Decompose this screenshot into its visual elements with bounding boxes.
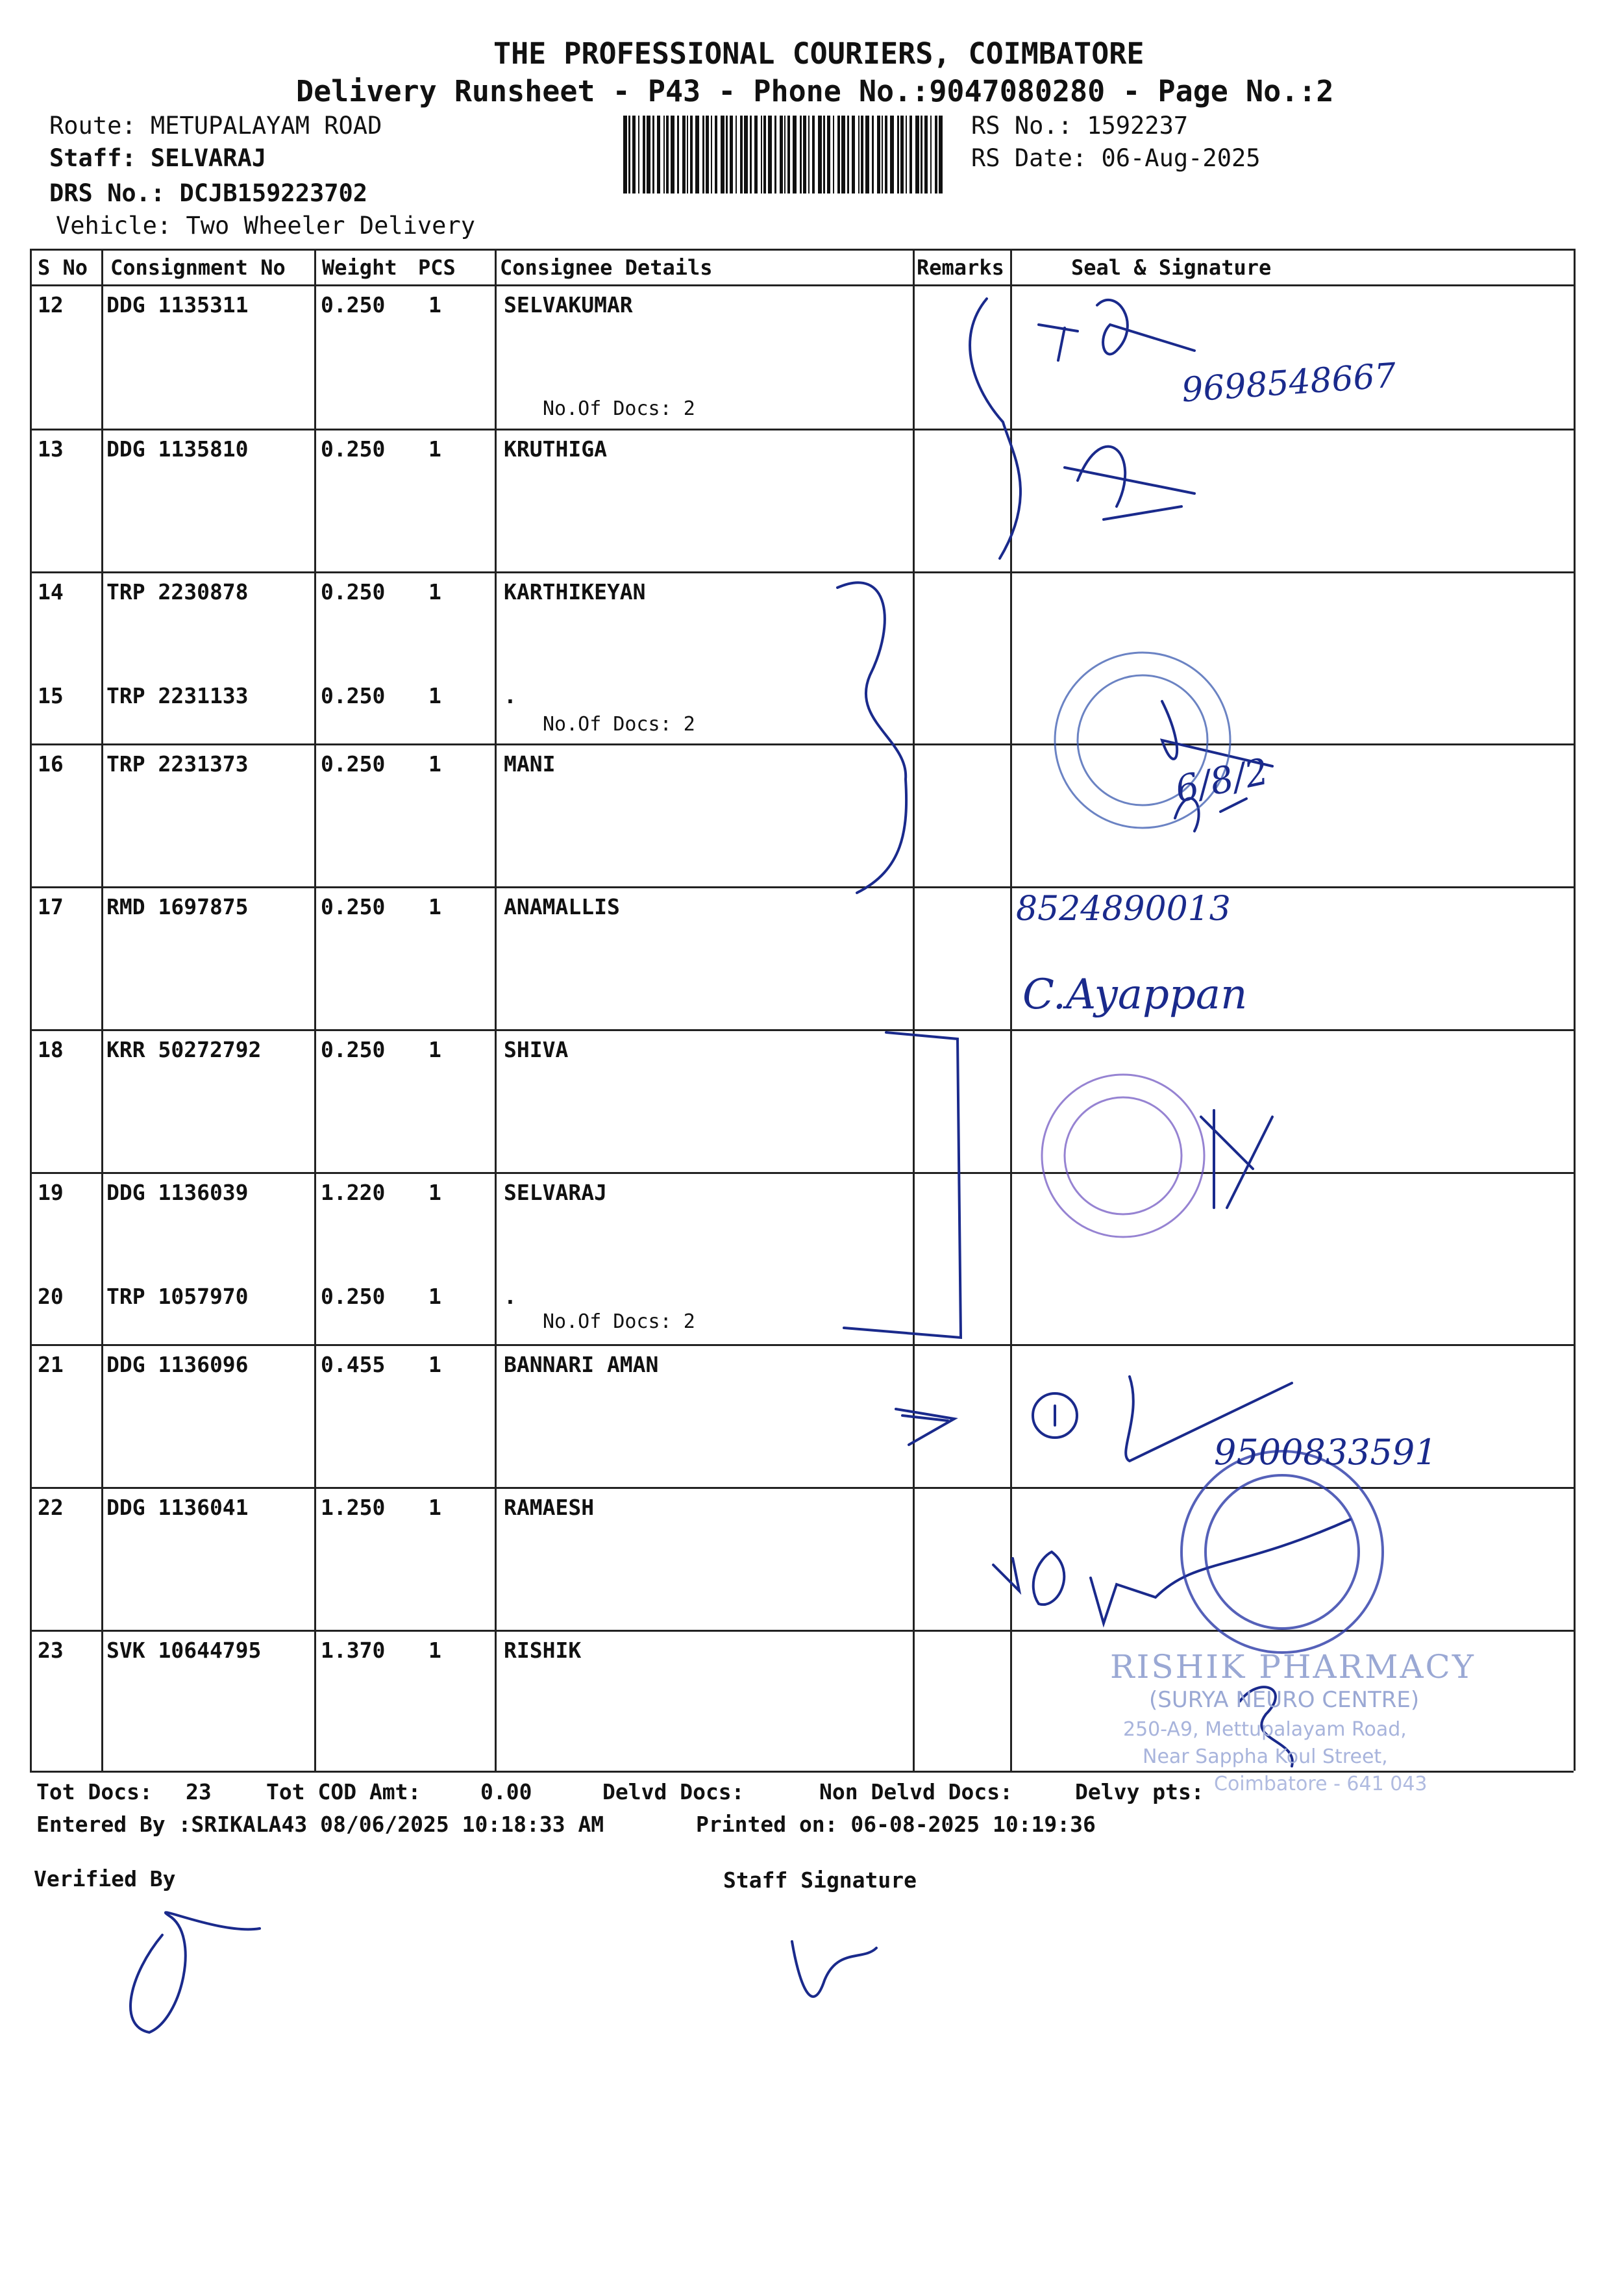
tot-cod-label: Tot COD Amt: [266, 1779, 421, 1804]
column-divider [495, 249, 497, 1771]
barcode-bar [761, 116, 762, 193]
cell-consignee: SHIVA [504, 1037, 569, 1062]
table-bottom-border [30, 1771, 1574, 1773]
cell-consignment: DDG 1135810 [106, 436, 249, 462]
barcode-bar [780, 116, 783, 193]
signature-row22a [993, 1552, 1064, 1604]
cell-consignee: MANI [504, 751, 556, 777]
barcode-bar [754, 116, 758, 193]
row-divider [30, 1172, 1574, 1174]
row-divider [30, 886, 1574, 888]
barcode-bar [808, 116, 810, 193]
cell-pcs: 1 [428, 436, 441, 462]
barcode-bar [638, 116, 639, 193]
barcode-bar [872, 116, 874, 193]
cell-pcs: 1 [428, 1352, 441, 1377]
verified-by-label: Verified By [34, 1866, 176, 1891]
cell-sno: 16 [38, 751, 64, 777]
staff-signature-mark [792, 1941, 876, 1997]
cell-consignment: DDG 1135311 [106, 292, 249, 318]
cell-weight: 1.370 [321, 1638, 386, 1663]
barcode-bar [930, 116, 932, 193]
barcode-bar [726, 116, 728, 193]
barcode-bar [877, 116, 880, 193]
row-divider [30, 743, 1574, 745]
barcode-bar [628, 116, 630, 193]
bracket-mark-2 [837, 582, 906, 893]
cell-consignee: . [504, 1284, 517, 1309]
arrow-icon [896, 1409, 954, 1445]
cell-sno: 14 [38, 579, 64, 605]
cell-consignee: RAMAESH [504, 1495, 595, 1520]
cell-pcs: 1 [428, 683, 441, 708]
barcode-bar [682, 116, 686, 193]
cell-sno: 19 [38, 1180, 64, 1205]
barcode-bar [939, 116, 943, 193]
cell-sno: 20 [38, 1284, 64, 1309]
tot-docs-value: 23 [186, 1779, 212, 1804]
cell-weight: 0.250 [321, 894, 386, 919]
barcode-bar [687, 116, 688, 193]
staff-signature-label: Staff Signature [723, 1867, 917, 1893]
barcode-bar [897, 116, 899, 193]
column-divider [314, 249, 316, 1771]
barcode-bar [721, 116, 724, 193]
cell-pcs: 1 [428, 1284, 441, 1309]
cell-sno: 22 [38, 1495, 64, 1520]
column-divider [30, 249, 32, 1771]
cell-pcs: 1 [428, 1180, 441, 1205]
drs-number: DRS No.: DCJB159223702 [49, 179, 368, 207]
cell-sno: 17 [38, 894, 64, 919]
tot-docs-label: Tot Docs: [36, 1779, 153, 1804]
barcode-bar [921, 116, 922, 193]
cell-docs-count: No.Of Docs: 2 [543, 1310, 695, 1333]
barcode-bar [711, 116, 712, 193]
cell-docs-count: No.Of Docs: 2 [543, 713, 695, 736]
barcode-bar [690, 116, 693, 193]
barcode [623, 116, 945, 193]
cell-pcs: 1 [428, 1638, 441, 1663]
cell-weight: 0.455 [321, 1352, 386, 1377]
cell-sno: 18 [38, 1037, 64, 1062]
cell-sno: 13 [38, 436, 64, 462]
barcode-bar [787, 116, 790, 193]
cell-consignment: SVK 10644795 [106, 1638, 262, 1663]
barcode-bar [652, 116, 654, 193]
bracket-mark-3 [844, 1032, 961, 1338]
col-pcs: PCS [418, 255, 456, 280]
col-weight: Weight [322, 255, 397, 280]
cell-consignment: DDG 1136096 [106, 1352, 249, 1377]
barcode-bar [671, 116, 674, 193]
barcode-bar [774, 116, 776, 193]
col-remarks: Remarks [917, 255, 1004, 280]
barcode-bar [666, 116, 669, 193]
barcode-bar [750, 116, 752, 193]
cell-weight: 0.250 [321, 579, 386, 605]
cell-consignment: TRP 2231133 [106, 683, 249, 708]
row-divider [30, 429, 1574, 430]
barcode-bar [935, 116, 937, 193]
barcode-bar [885, 116, 887, 193]
barcode-bar [657, 116, 660, 193]
barcode-bar [623, 116, 627, 193]
handwritten-name: C.Ayappan [1022, 971, 1248, 1019]
barcode-bar [837, 116, 840, 193]
barcode-bar [740, 116, 743, 193]
row-divider [30, 571, 1574, 573]
stamp-pharmacy-name: RISHIK PHARMACY [1110, 1648, 1476, 1686]
cell-consignment: TRP 2230878 [106, 579, 249, 605]
barcode-bar [818, 116, 822, 193]
barcode-bar [882, 116, 883, 193]
cell-pcs: 1 [428, 894, 441, 919]
row-divider [30, 1344, 1574, 1346]
cell-consignment: TRP 1057970 [106, 1284, 249, 1309]
cell-consignment: KRR 50272792 [106, 1037, 262, 1062]
cell-consignee: SELVAKUMAR [504, 292, 633, 318]
cell-pcs: 1 [428, 1495, 441, 1520]
cell-consignee: KARTHIKEYAN [504, 579, 646, 605]
barcode-bar [909, 116, 912, 193]
cell-pcs: 1 [428, 1037, 441, 1062]
barcode-bar [677, 116, 679, 193]
barcode-bar [763, 116, 766, 193]
barcode-bar [890, 116, 894, 193]
barcode-bar [736, 116, 737, 193]
stamp-circle-2-inner [1065, 1097, 1181, 1214]
tot-cod-value: 0.00 [480, 1779, 532, 1804]
barcode-bar [744, 116, 748, 193]
cell-pcs: 1 [428, 751, 441, 777]
company-title: THE PROFESSIONAL COURIERS, COIMBATORE [493, 36, 1144, 71]
staff-label: Staff: SELVARAJ [49, 144, 267, 172]
col-sno: S No [38, 255, 88, 280]
barcode-bar [906, 116, 907, 193]
cell-sno: 12 [38, 292, 64, 318]
stamp-city: Coimbatore - 641 043 [1214, 1773, 1428, 1795]
handwritten-date: 6/8/2 [1171, 750, 1272, 812]
barcode-bar [715, 116, 717, 193]
barcode-bar [812, 116, 815, 193]
barcode-bar [768, 116, 772, 193]
delvd-docs-label: Delvd Docs: [602, 1779, 745, 1804]
cell-consignee: KRUTHIGA [504, 436, 607, 462]
cell-consignee: SELVARAJ [504, 1180, 607, 1205]
barcode-bar [643, 116, 645, 193]
cell-pcs: 1 [428, 292, 441, 318]
barcode-bar [915, 116, 919, 193]
stamp-address: 250-A9, Mettupalayam Road, [1123, 1718, 1407, 1741]
cell-weight: 0.250 [321, 751, 386, 777]
rs-number: RS No.: 1592237 [971, 112, 1189, 140]
barcode-bar [900, 116, 904, 193]
barcode-bar [784, 116, 785, 193]
entered-by: Entered By :SRIKALA43 08/06/2025 10:18:33 AM [36, 1812, 604, 1837]
cell-consignee: RISHIK [504, 1638, 582, 1663]
barcode-bar [647, 116, 650, 193]
cell-weight: 0.250 [321, 1037, 386, 1062]
barcode-bar [852, 116, 855, 193]
table-header-border [30, 284, 1574, 286]
route-label: Route: METUPALAYAM ROAD [49, 112, 382, 140]
column-divider [913, 249, 915, 1771]
barcode-bar [730, 116, 733, 193]
col-seal: Seal & Signature [1071, 255, 1272, 280]
barcode-bar [800, 116, 802, 193]
stamp-circle-3-inner [1206, 1475, 1359, 1628]
non-delvd-docs-label: Non Delvd Docs: [819, 1779, 1013, 1804]
row-divider [30, 1487, 1574, 1489]
cell-consignee: BANNARI AMAN [504, 1352, 659, 1377]
delvy-pts-label: Delvy pts: [1075, 1779, 1204, 1804]
circle-mark-1 [1033, 1393, 1077, 1438]
barcode-bar [861, 116, 863, 193]
cell-consignment: RMD 1697875 [106, 894, 249, 919]
cell-sno: 21 [38, 1352, 64, 1377]
handwritten-phone-1: 9698548667 [1180, 356, 1398, 410]
cell-sno: 15 [38, 683, 64, 708]
rs-date: RS Date: 06-Aug-2025 [971, 144, 1261, 172]
cell-weight: 0.250 [321, 292, 386, 318]
signature-row18 [1201, 1110, 1272, 1208]
handwritten-phone-3: 9500833591 [1214, 1432, 1437, 1473]
barcode-bar [865, 116, 869, 193]
barcode-bar [924, 116, 928, 193]
cell-consignment: DDG 1136041 [106, 1495, 249, 1520]
col-consignment: Consignment No [110, 255, 286, 280]
barcode-bar [803, 116, 806, 193]
cell-weight: 0.250 [321, 436, 386, 462]
barcode-bar [702, 116, 704, 193]
column-divider [101, 249, 103, 1771]
table-top-border [30, 249, 1574, 251]
barcode-bar [663, 116, 665, 193]
cell-weight: 1.250 [321, 1495, 386, 1520]
col-consignee: Consignee Details [500, 255, 713, 280]
cell-consignee: . [504, 683, 517, 708]
barcode-bar [827, 116, 830, 193]
cell-consignment: TRP 2231373 [106, 751, 249, 777]
cell-sno: 23 [38, 1638, 64, 1663]
cell-weight: 0.250 [321, 1284, 386, 1309]
column-divider [1574, 249, 1576, 1771]
signature-row13 [1065, 447, 1194, 519]
printed-on: Printed on: 06-08-2025 10:19:36 [696, 1812, 1096, 1837]
barcode-bar [632, 116, 636, 193]
cell-pcs: 1 [428, 579, 441, 605]
barcode-bar [695, 116, 699, 193]
cell-weight: 0.250 [321, 683, 386, 708]
barcode-bar [793, 116, 797, 193]
stamp-circle-2 [1042, 1075, 1204, 1237]
barcode-bar [823, 116, 825, 193]
cell-docs-count: No.Of Docs: 2 [543, 397, 695, 420]
cell-weight: 1.220 [321, 1180, 386, 1205]
signature-row12 [1039, 300, 1194, 360]
stamp-address-2: Near Sappha Koul Street, [1143, 1745, 1388, 1768]
barcode-bar [847, 116, 849, 193]
signature-row22b [1091, 1519, 1350, 1623]
row-divider [30, 1029, 1574, 1031]
vehicle-label: Vehicle: Two Wheeler Delivery [56, 212, 476, 240]
stamp-centre: (SURYA NEURO CENTRE) [1149, 1687, 1420, 1713]
runsheet-subtitle: Delivery Runsheet - P43 - Phone No.:9047080280 - Page No.:2 [296, 74, 1334, 108]
verified-signature [130, 1912, 260, 2032]
barcode-bar [833, 116, 834, 193]
barcode-bar [858, 116, 860, 193]
stamp-circle-3 [1181, 1451, 1383, 1653]
cell-consignment: DDG 1136039 [106, 1180, 249, 1205]
cell-consignee: ANAMALLIS [504, 894, 620, 919]
row-divider [30, 1630, 1574, 1632]
handwritten-phone-2: 8524890013 [1016, 890, 1231, 929]
column-divider [1010, 249, 1012, 1771]
barcode-bar [841, 116, 845, 193]
barcode-bar [706, 116, 709, 193]
